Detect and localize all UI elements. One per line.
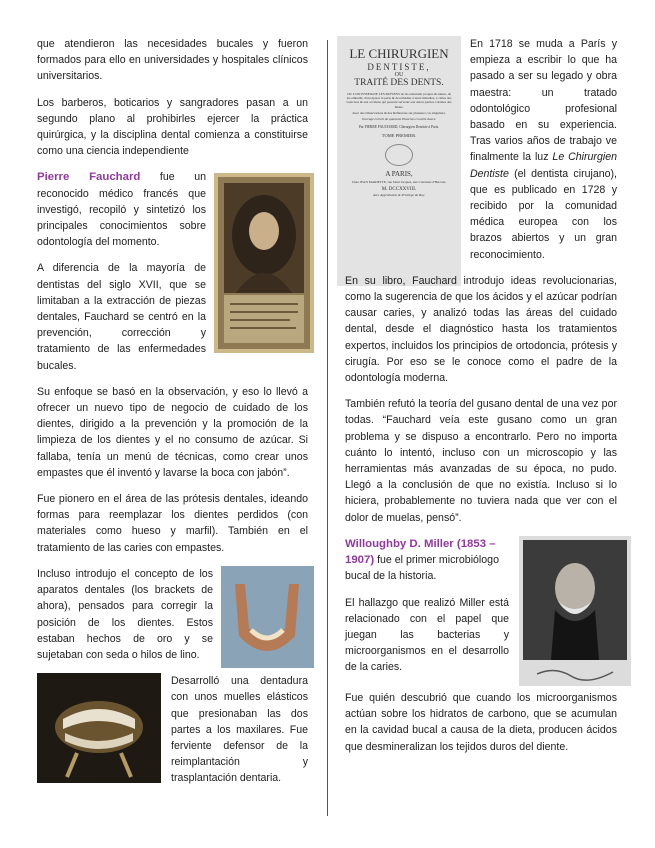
pierre-fauchard-name: Pierre Fauchard: [37, 171, 141, 184]
braces-jaw-image: [221, 566, 314, 668]
paragraph: El hallazgo que realizó Miller está relacionado con el papel que juegan las bacterias y microorganismos en el desarrollo de la caries.: [345, 596, 509, 674]
book-small-text: Ouvrage enrichi de quarante Planches en taille douce.: [361, 117, 437, 122]
paragraph: En 1718 se muda a París y empieza a escribir lo que ha pasado a ser su legado y obra maestra: un tratado odontológico profesional basado en su experiencia. Tras varios años de trabajo ve finalmente la luz Le Chirurgien Dentiste (el dentista cirujano), que es publicado en 1728 y recibido por la comunidad médica europea con los brazos abiertos y un gran reconocimiento.: [470, 38, 617, 261]
miller-portrait: [519, 536, 631, 686]
book-privilege: Avec Approbation & Privilege du Roy.: [373, 192, 425, 197]
right-column: [345, 36, 617, 765]
braces-section: [37, 566, 308, 673]
fauchard-portrait: [214, 173, 314, 353]
book-tome: TOME PREMIER.: [381, 132, 417, 138]
book-author: Par PIERRE FAUCHARD, Chirurgien Dentiste à Paris.: [358, 125, 440, 130]
left-column: [37, 36, 308, 797]
book-city: A PARIS,: [385, 169, 413, 178]
paragraph: Fue quién descubrió que cuando los microorganismos actúan sobre los hidratos de carbono, que se acumulan en la cavidad bucal a causa de la dieta, producen ácidos que desmineralizan los tejidos duros del diente.: [345, 691, 617, 753]
paragraph: Desarrolló una dentadura con unos muelles elásticos que presionaban las dos partes a los maxilares. Fue ferviente defensor de la reimplantación y trasplantación dentaria.: [171, 675, 308, 785]
paragraph: En su libro, Fauchard introdujo ideas revolucionarias, como la sugerencia de que los ácidos y el azúcar podrían causar caries, y analizó todas las áreas del cuidado dental, desde el diagnóstico hasta los tratamientos expertos, incluidos los principios de ortodoncia, prótesis y cirugía. Por eso se le conoce como el padre de la odontología moderna.: [345, 274, 617, 385]
paragraph: Willoughby D. Miller (1853 – 1907) fue el primer microbiólogo bucal de la historia.: [345, 537, 499, 583]
paragraph: Los barberos, boticarios y sangradores pasan a un segundo plano al prohibirles ejercer la práctica quirúrgica, y la disciplina dental comienza a constituirse como una ciencia independiente: [37, 96, 308, 158]
denture-section: [37, 673, 308, 796]
book-small-text: Avec des Observations & des Réflexions sur plusieurs cas singuliers.: [352, 110, 446, 115]
column-divider: [327, 40, 328, 816]
paragraph: que atendieron las necesidades bucales y fueron formados para ello en universidades y hospitales clínicos universitarios.: [37, 38, 308, 83]
book-title-line: TRAITÉ DES DENTS.: [354, 78, 444, 88]
book-title-line: DENTISTE,: [367, 62, 431, 72]
book-title-line: LE CHIRURGIEN: [349, 46, 449, 61]
paragraph: También refutó la teoría del gusano dental de una vez por todas. “Fauchard veía este gusano como un gran problema y se dispuso a encontrarlo. Pero no importa cuánto lo intentó, incluso con un microscopio y las herramientas más avanzadas de su época, no pudo. Llegó a la conclusión de que no existía. Incluso si lo hiciera, probablemente no tuviera nada que ver con el dolor de muelas, pensó”.: [345, 398, 617, 524]
paragraph: Pierre Fauchard fue un reconocido médico francés que investigó, recopiló y sintetizó los principales conocimientos sobre odontología del momento.: [37, 171, 206, 249]
book-publisher: Chez JEAN MARIETTE, rue Saint Jacques, aux Colonnes d'Hercule.: [351, 179, 447, 184]
book-title-line: OU: [394, 72, 404, 78]
book-year: M. DCCXXVIII.: [381, 186, 417, 192]
denture-image: [37, 673, 161, 783]
paragraph: Su enfoque se basó en la observación, y eso lo llevó a ofrecer un nuevo tipo de negocio de cuidado de los dientes, dirigido a la prevención y la promoción de la limpieza de los dientes y el no consumo de azúcar. Si fallaba, tenía un menú de técnicas, como crear unos empastes que él inventó y lavarse la boca con jabón”.: [37, 385, 308, 479]
miller-section: [345, 536, 617, 690]
book-small-text: OU L'ON ENSEIGNE LES MOYENS de les entretenir propres & saines, de les embellir, d'en réparer la perte & de remédier à leurs maladies, à celles des Gencives & aux accidens qui peuvent survenir aux autres parties voisines des Dents.: [346, 92, 452, 109]
fauchard-section: [37, 169, 308, 383]
paragraph: Incluso introdujo el concepto de los aparatos dentales (los brackets de ahora), pensados para corregir la posición de los dientes. Estos estaban hechos de oro y se sujetaban con seda o hilos de lino.: [37, 567, 213, 661]
paragraph: Fue pionero en el área de las prótesis dentales, ideando formas para reemplazar los dientes perdidos (con materiales como hueso y marfil). También en el tratamiento de las caries con empastes.: [37, 493, 308, 554]
paragraph: A diferencia de la mayoría de dentistas del siglo XVII, que se limitaban a la extracción de piezas dentales, Fauchard se centró en la prevención, corrección y tratamiento de las enfermedades bucales.: [37, 262, 206, 372]
willoughby-miller-name: Willoughby D. Miller (1853 – 1907): [345, 537, 496, 567]
